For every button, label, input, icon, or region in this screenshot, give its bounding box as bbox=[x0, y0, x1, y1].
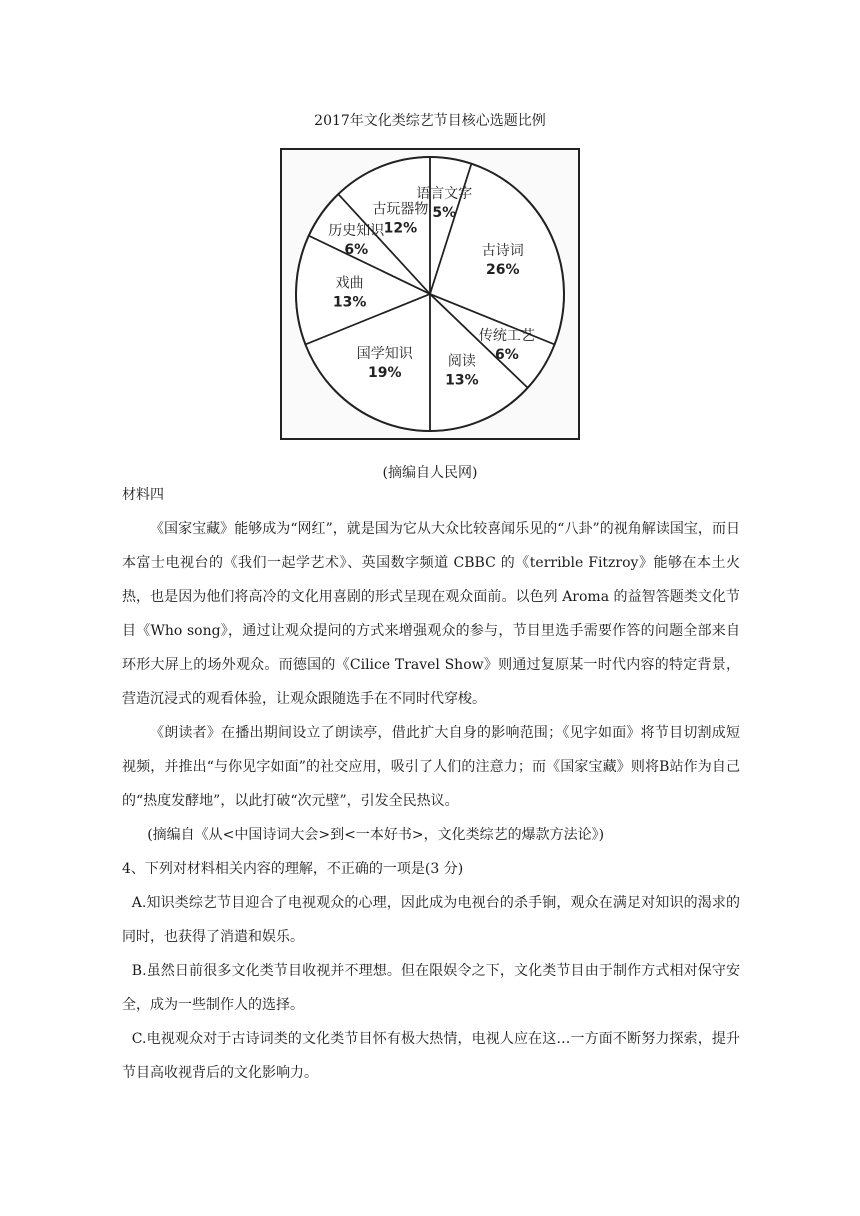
option-b: B.虽然日前很多文化类节目收视并不理想。但在限娱令之下，文化类节目由于制作方式相对保守安全，成为一些制作人的选择。 bbox=[122, 963, 740, 1013]
question-4: 4、下列对材料相关内容的理解，不正确的一项是(3 分) bbox=[122, 861, 464, 877]
material-text bbox=[122, 478, 740, 1090]
pie-value-6: 13% bbox=[332, 294, 367, 311]
pie-value-1: 5% bbox=[432, 204, 457, 221]
pie-label-6: 戏曲 bbox=[335, 275, 364, 292]
article-source: (摘编自《从<中国诗词大会>到<一本好书>，文化类综艺的爆款方法论》) bbox=[147, 827, 605, 843]
pie-label-1: 语言文字 bbox=[416, 185, 473, 202]
pie-label-4: 阅读 bbox=[447, 353, 476, 370]
paragraph-1: 《国家宝藏》能够成为“网红”，就是国为它从大众比较喜闻乐见的“八卦”的视角解读国宝，而日本富士电视台的《我们一起学艺术》、英国数字频道 CBBC 的《terrible Fitzroy》能够在本土火热，也是因为他们将高冷的文化用喜剧的形式呈现在观众面前。以色列 Aroma 的益智答题类文化节目《Who song》，通过让观众提问的方式来增强观众的参与，节目里选手需要作答的问题全部来自环形大屏上的场外观众。而德国的《Cilice Travel Show》则通过复原某一时代内容的特定背景，营造沉浸式的观看体验，让观众跟随选手在不同时代穿梭。 bbox=[122, 521, 740, 707]
pie-value-5: 19% bbox=[368, 364, 402, 381]
chart-title: 2017年文化类综艺节目核心选题比例 bbox=[314, 113, 546, 129]
chart-source: (摘编自人民网) bbox=[382, 465, 478, 481]
pie-value-2: 26% bbox=[485, 262, 520, 279]
material-heading: 材料四 bbox=[122, 487, 164, 503]
option-a: A.知识类综艺节目迎合了电视观众的心理，因此成为电视台的杀手锏，观众在满足对知识的渴求的同时，也获得了消遣和娱乐。 bbox=[122, 895, 740, 945]
pie-value-3: 6% bbox=[495, 346, 519, 363]
paragraph-2: 《朗读者》在播出期间设立了朗读亭，借此扩大自身的影响范围；《见字如面》将节目切割成短视频，并推出“与你见字如面”的社交应用，吸引了人们的注意力；而《国家宝藏》则将B站作为自己的“热度发酵地”，以此打破“次元壁”，引发全民热议。 bbox=[122, 725, 740, 809]
pie-value-8: 12% bbox=[383, 220, 418, 237]
pie-label-8: 古玩器物 bbox=[372, 201, 429, 218]
pie-value-7: 6% bbox=[344, 242, 369, 259]
pie-label-5: 国学知识 bbox=[356, 345, 413, 362]
pie-label-2: 古诗词 bbox=[481, 243, 524, 260]
pie-label-3: 传统工艺 bbox=[478, 327, 535, 344]
pie-chart-frame bbox=[280, 148, 580, 440]
pie-label-7: 历史知识 bbox=[328, 223, 385, 240]
pie-value-4: 13% bbox=[445, 372, 479, 389]
option-c: C.电视观众对于古诗词类的文化类节目怀有极大热情，电视人应在这…一方面不断努力探索，提升节目高收视背后的文化影响力。 bbox=[122, 1031, 740, 1081]
pie-chart bbox=[282, 150, 578, 438]
